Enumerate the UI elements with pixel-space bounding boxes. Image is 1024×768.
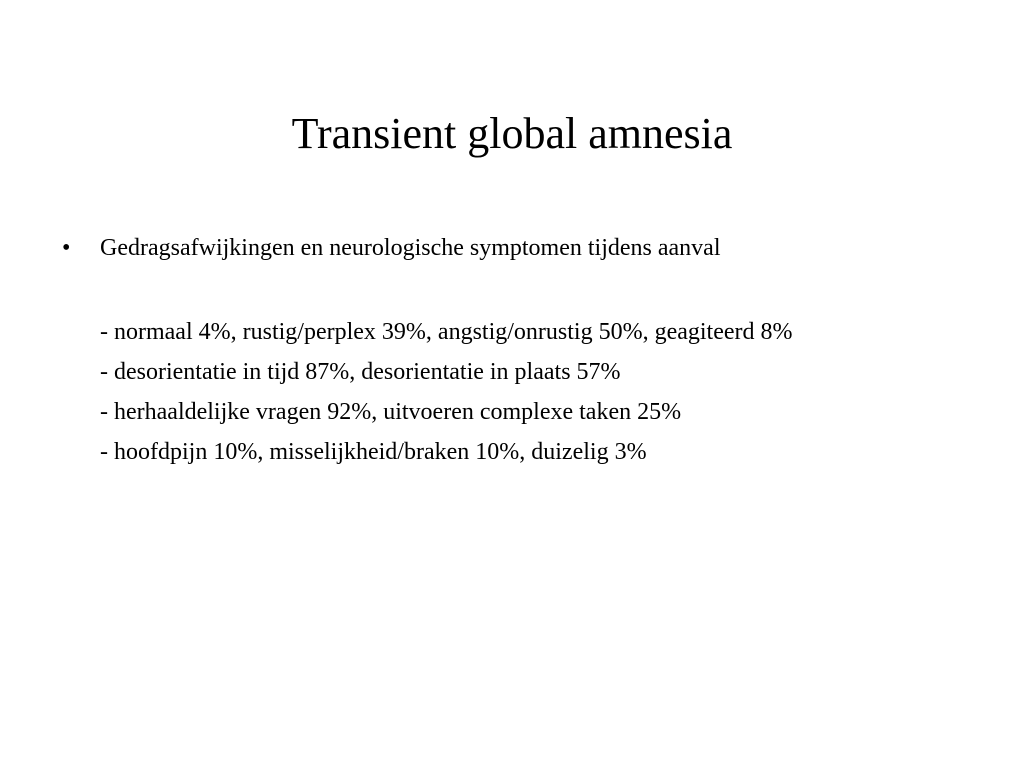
bullet-item — [62, 230, 982, 266]
slide-title: Transient global amnesia — [291, 109, 733, 158]
sub-item-questions: - herhaaldelijke vragen 92%, uitvoeren complexe taken 25% — [100, 399, 682, 425]
sub-item-behavior: - normaal 4%, rustig/perplex 39%, angstig/onrustig 50%, geagiteerd 8% — [100, 319, 793, 345]
sub-item-symptoms: - hoofdpijn 10%, misselijkheid/braken 10%, duizelig 3% — [100, 439, 647, 465]
bullet-marker: • — [62, 235, 71, 261]
sub-list — [100, 312, 980, 472]
sub-item-disorientation: - desorientatie in tijd 87%, desorientatie in plaats 57% — [100, 359, 621, 385]
bullet-text: Gedragsafwijkingen en neurologische symptomen tijdens aanval — [100, 235, 721, 261]
